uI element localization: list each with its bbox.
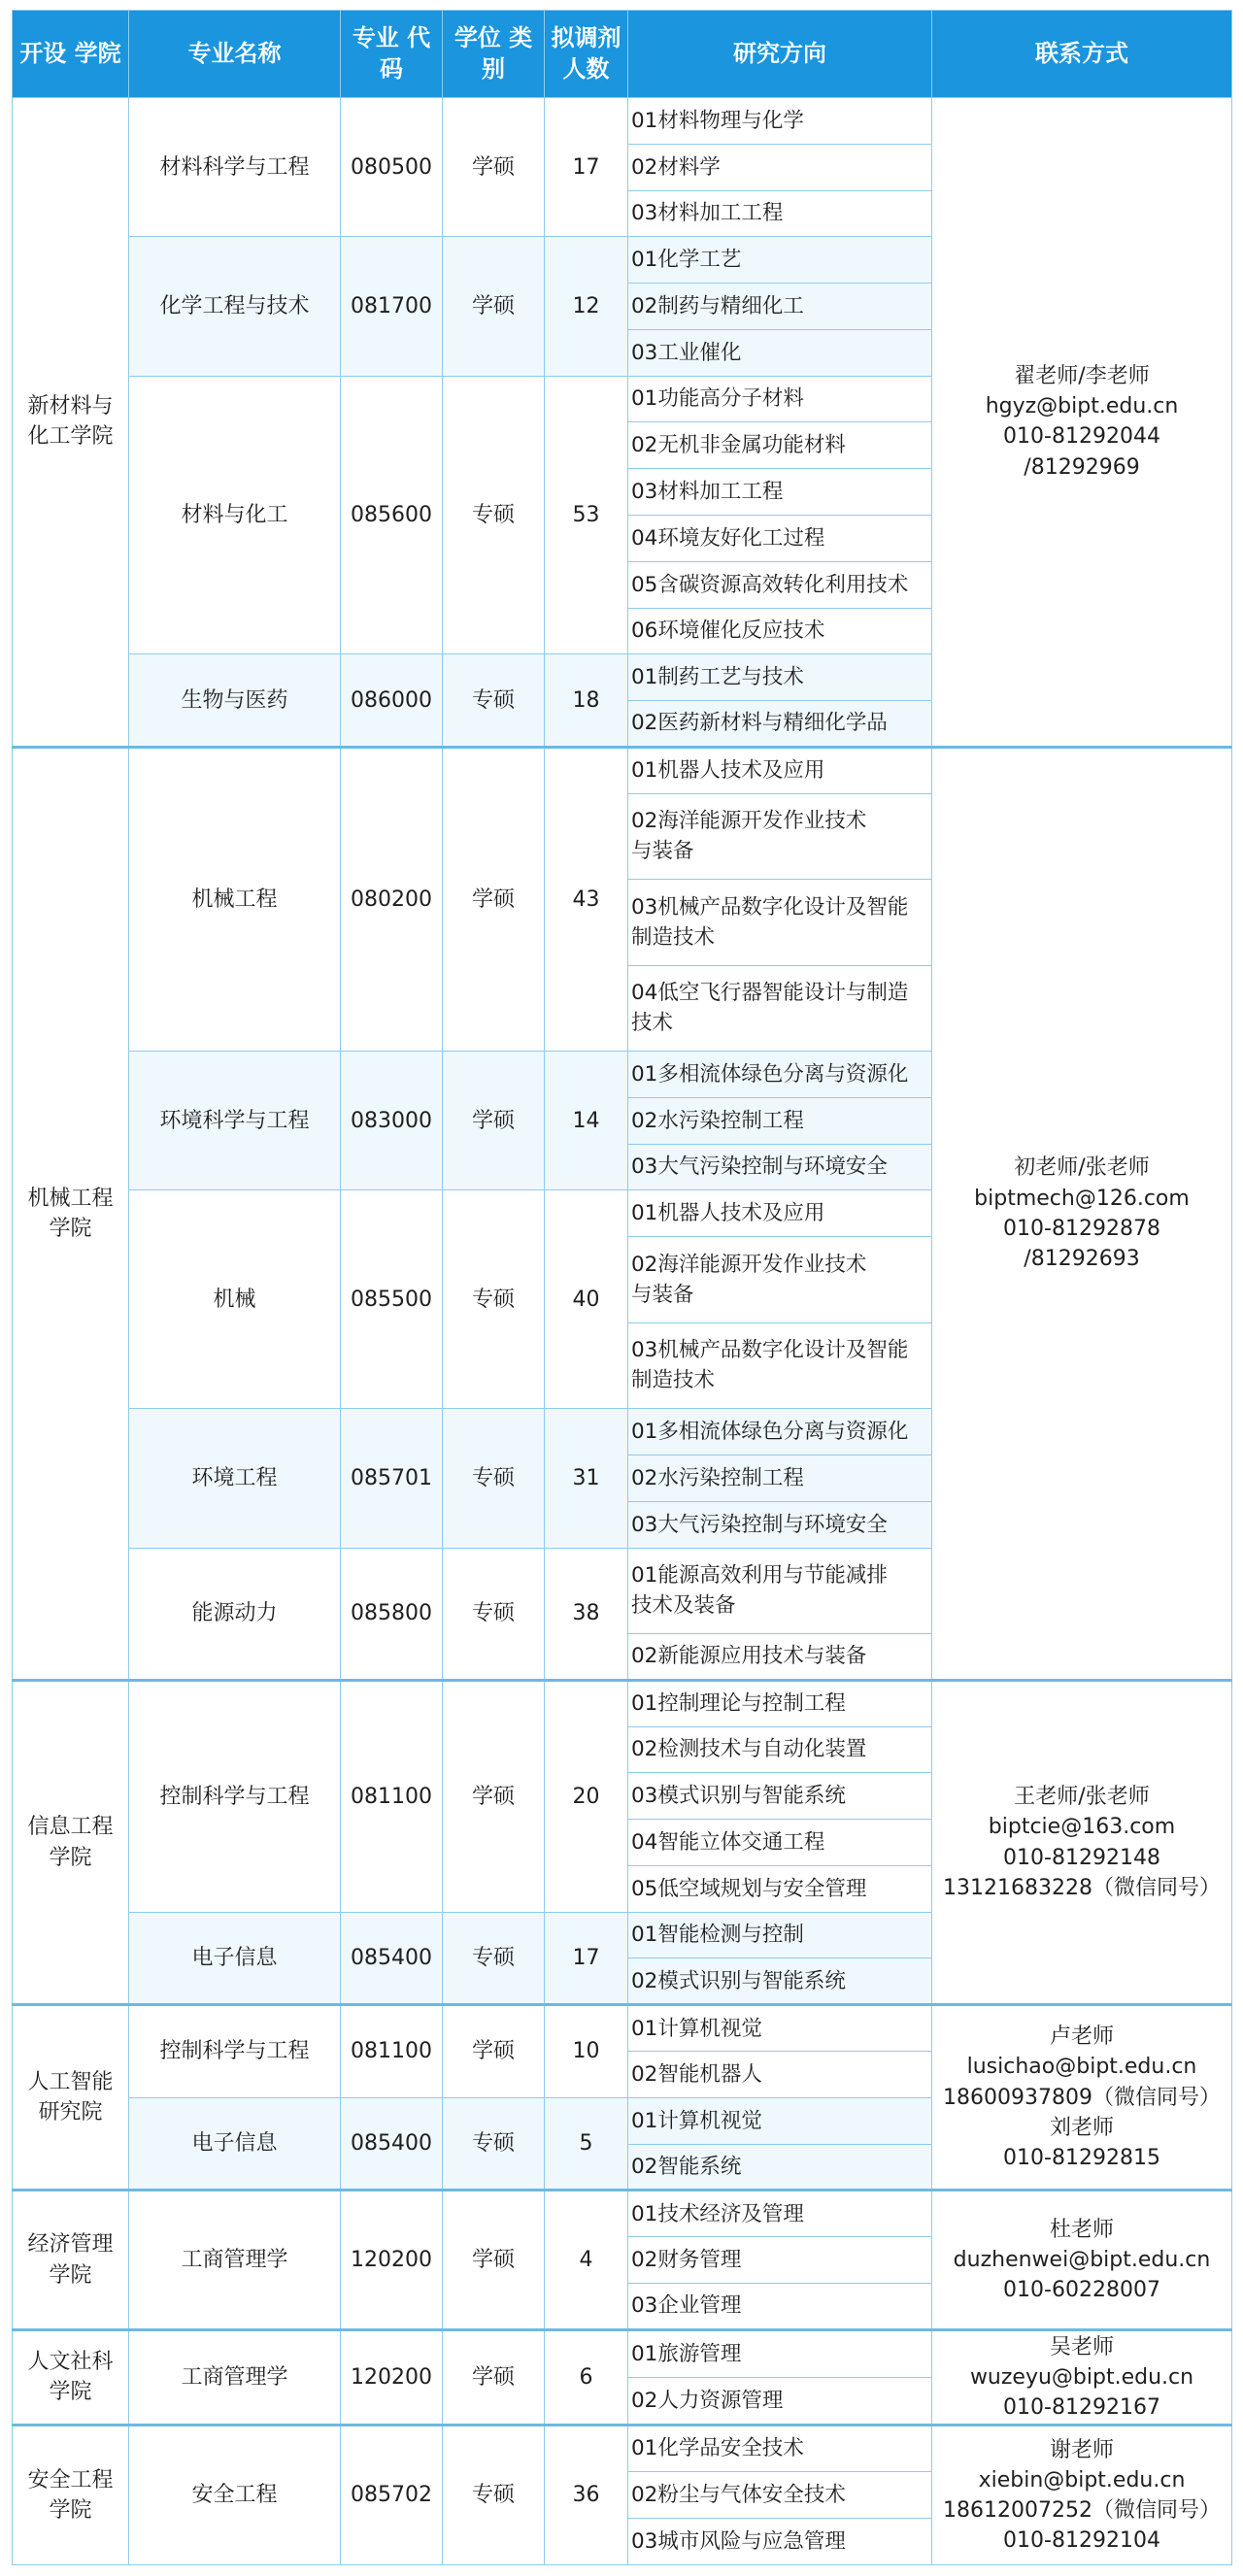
research-direction: 02材料学 — [628, 144, 932, 190]
research-direction: 02海洋能源开发作业技术 与装备 — [628, 793, 932, 879]
table-row — [13, 98, 1232, 145]
research-direction: 03机械产品数字化设计及智能 制造技术 — [628, 1322, 932, 1408]
college-name: 经济管理 学院 — [13, 2191, 129, 2329]
table-row — [13, 2425, 1232, 2472]
research-direction: 01机器人技术及应用 — [628, 747, 932, 793]
degree-type: 专硕 — [443, 376, 545, 654]
major-name: 机械工程 — [129, 747, 341, 1051]
degree-type: 专硕 — [443, 1409, 545, 1548]
contact-info: 初老师/张老师 biptmech@126.com 010-81292878 /81292693 — [932, 747, 1232, 1680]
research-direction: 04环境友好化工过程 — [628, 516, 932, 562]
planned-count: 53 — [545, 376, 628, 654]
research-direction: 01多相流体绿色分离与资源化 — [628, 1409, 932, 1455]
research-direction: 02财务管理 — [628, 2237, 932, 2284]
degree-type: 专硕 — [443, 1912, 545, 2005]
research-direction: 02海洋能源开发作业技术 与装备 — [628, 1237, 932, 1322]
college-name: 人工智能 研究院 — [13, 2005, 129, 2191]
degree-type: 专硕 — [443, 1548, 545, 1680]
research-direction: 02人力资源管理 — [628, 2377, 932, 2425]
degree-type: 专硕 — [443, 2425, 545, 2565]
major-code: 085500 — [341, 1190, 443, 1409]
major-code: 120200 — [341, 2329, 443, 2425]
header-row — [13, 11, 1232, 98]
planned-count: 4 — [545, 2191, 628, 2329]
major-code: 085702 — [341, 2425, 443, 2565]
degree-type: 学硕 — [443, 2005, 545, 2098]
college-name: 安全工程 学院 — [13, 2425, 129, 2565]
table-body — [13, 98, 1232, 2565]
degree-type: 专硕 — [443, 1190, 545, 1409]
research-direction: 03材料加工工程 — [628, 190, 932, 237]
research-direction: 03大气污染控制与环境安全 — [628, 1501, 932, 1548]
header-research-direction: 研究方向 — [628, 11, 932, 98]
major-name: 控制科学与工程 — [129, 1680, 341, 1912]
planned-count: 38 — [545, 1548, 628, 1680]
major-name: 能源动力 — [129, 1548, 341, 1680]
planned-count: 5 — [545, 2097, 628, 2191]
planned-count: 20 — [545, 1680, 628, 1912]
research-direction: 04低空飞行器智能设计与制造 技术 — [628, 965, 932, 1051]
research-direction: 01控制理论与控制工程 — [628, 1680, 932, 1726]
research-direction: 03材料加工工程 — [628, 469, 932, 516]
research-direction: 02水污染控制工程 — [628, 1455, 932, 1501]
research-direction: 01制药工艺与技术 — [628, 654, 932, 701]
contact-info: 吴老师 wuzeyu@bipt.edu.cn 010-81292167 — [932, 2329, 1232, 2425]
degree-type: 学硕 — [443, 747, 545, 1051]
major-code: 083000 — [341, 1052, 443, 1190]
research-direction: 06环境催化反应技术 — [628, 608, 932, 654]
degree-type: 专硕 — [443, 2097, 545, 2191]
research-direction: 02新能源应用技术与装备 — [628, 1634, 932, 1681]
research-direction: 02智能系统 — [628, 2144, 932, 2191]
major-name: 环境工程 — [129, 1409, 341, 1548]
research-direction: 02水污染控制工程 — [628, 1097, 932, 1144]
planned-count: 36 — [545, 2425, 628, 2565]
planned-count: 6 — [545, 2329, 628, 2425]
planned-count: 18 — [545, 654, 628, 748]
college-name: 机械工程 学院 — [13, 747, 129, 1680]
major-name: 电子信息 — [129, 2097, 341, 2191]
contact-info: 卢老师 lusichao@bipt.edu.cn 18600937809（微信同号） 刘老师 010-81292815 — [932, 2005, 1232, 2191]
degree-type: 学硕 — [443, 98, 545, 237]
major-name: 化学工程与技术 — [129, 237, 341, 376]
college-name: 人文社科 学院 — [13, 2329, 129, 2425]
header-college: 开设 学院 — [13, 11, 129, 98]
research-direction: 03企业管理 — [628, 2283, 932, 2329]
planned-count: 14 — [545, 1052, 628, 1190]
degree-type: 学硕 — [443, 237, 545, 376]
research-direction: 02模式识别与智能系统 — [628, 1958, 932, 2005]
research-direction: 01计算机视觉 — [628, 2097, 932, 2144]
planned-count: 10 — [545, 2005, 628, 2098]
research-direction: 01计算机视觉 — [628, 2005, 932, 2052]
research-direction: 03机械产品数字化设计及智能 制造技术 — [628, 880, 932, 965]
research-direction: 01化学品安全技术 — [628, 2425, 932, 2472]
research-direction: 01化学工艺 — [628, 237, 932, 284]
table-row — [13, 1680, 1232, 1726]
research-direction: 02无机非金属功能材料 — [628, 422, 932, 469]
major-code: 085701 — [341, 1409, 443, 1548]
major-code: 081700 — [341, 237, 443, 376]
major-name: 安全工程 — [129, 2425, 341, 2565]
research-direction: 05低空域规划与安全管理 — [628, 1865, 932, 1912]
research-direction: 01功能高分子材料 — [628, 376, 932, 422]
major-name: 电子信息 — [129, 1912, 341, 2005]
research-direction: 01材料物理与化学 — [628, 98, 932, 145]
table-row — [13, 747, 1232, 793]
major-name: 材料与化工 — [129, 376, 341, 654]
header-contact: 联系方式 — [932, 11, 1232, 98]
degree-type: 学硕 — [443, 1052, 545, 1190]
research-direction: 01能源高效利用与节能减排 技术及装备 — [628, 1548, 932, 1633]
research-direction: 03大气污染控制与环境安全 — [628, 1144, 932, 1190]
research-direction: 02检测技术与自动化装置 — [628, 1726, 932, 1773]
research-direction: 02医药新材料与精细化学品 — [628, 701, 932, 748]
table-row — [13, 2329, 1232, 2377]
college-name: 新材料与 化工学院 — [13, 98, 129, 748]
major-name: 控制科学与工程 — [129, 2005, 341, 2098]
contact-info: 翟老师/李老师 hgyz@bipt.edu.cn 010-81292044 /81292969 — [932, 98, 1232, 748]
research-direction: 01技术经济及管理 — [628, 2191, 932, 2237]
planned-count: 40 — [545, 1190, 628, 1409]
major-code: 085400 — [341, 2097, 443, 2191]
major-name: 机械 — [129, 1190, 341, 1409]
major-name: 生物与医药 — [129, 654, 341, 748]
planned-count: 12 — [545, 237, 628, 376]
major-name: 材料科学与工程 — [129, 98, 341, 237]
research-direction: 01多相流体绿色分离与资源化 — [628, 1052, 932, 1098]
major-code: 080200 — [341, 747, 443, 1051]
major-code: 086000 — [341, 654, 443, 748]
table-row — [13, 2005, 1232, 2052]
research-direction: 02智能机器人 — [628, 2052, 932, 2098]
contact-info: 王老师/张老师 biptcie@163.com 010-81292148 13121683228（微信同号） — [932, 1680, 1232, 2004]
planned-count: 43 — [545, 747, 628, 1051]
degree-type: 学硕 — [443, 2329, 545, 2425]
major-code: 081100 — [341, 2005, 443, 2098]
major-code: 081100 — [341, 1680, 443, 1912]
degree-type: 学硕 — [443, 1680, 545, 1912]
major-name: 环境科学与工程 — [129, 1052, 341, 1190]
major-code: 080500 — [341, 98, 443, 237]
research-direction: 03模式识别与智能系统 — [628, 1773, 932, 1820]
header-degree-type: 学位 类别 — [443, 11, 545, 98]
planned-count: 17 — [545, 1912, 628, 2005]
research-direction: 05含碳资源高效转化利用技术 — [628, 561, 932, 608]
research-direction: 01机器人技术及应用 — [628, 1190, 932, 1237]
planned-count: 31 — [545, 1409, 628, 1548]
degree-type: 学硕 — [443, 2191, 545, 2329]
major-code: 085600 — [341, 376, 443, 654]
research-direction: 02粉尘与气体安全技术 — [628, 2471, 932, 2518]
planned-count: 17 — [545, 98, 628, 237]
college-name: 信息工程 学院 — [13, 1680, 129, 2004]
research-direction: 03城市风险与应急管理 — [628, 2518, 932, 2564]
contact-info: 杜老师 duzhenwei@bipt.edu.cn 010-60228007 — [932, 2191, 1232, 2329]
adjustment-table — [12, 10, 1232, 2565]
major-name: 工商管理学 — [129, 2191, 341, 2329]
degree-type: 专硕 — [443, 654, 545, 748]
research-direction: 04智能立体交通工程 — [628, 1820, 932, 1866]
major-code: 085800 — [341, 1548, 443, 1680]
research-direction: 01旅游管理 — [628, 2329, 932, 2377]
major-code: 085400 — [341, 1912, 443, 2005]
research-direction: 03工业催化 — [628, 329, 932, 376]
header-planned-count: 拟调剂 人数 — [545, 11, 628, 98]
research-direction: 01智能检测与控制 — [628, 1912, 932, 1958]
research-direction: 02制药与精细化工 — [628, 284, 932, 330]
contact-info: 谢老师 xiebin@bipt.edu.cn 18612007252（微信同号） 010-81292104 — [932, 2425, 1232, 2565]
table-row — [13, 2191, 1232, 2237]
major-name: 工商管理学 — [129, 2329, 341, 2425]
major-code: 120200 — [341, 2191, 443, 2329]
header-major-code: 专业 代码 — [341, 11, 443, 98]
header-major-name: 专业名称 — [129, 11, 341, 98]
